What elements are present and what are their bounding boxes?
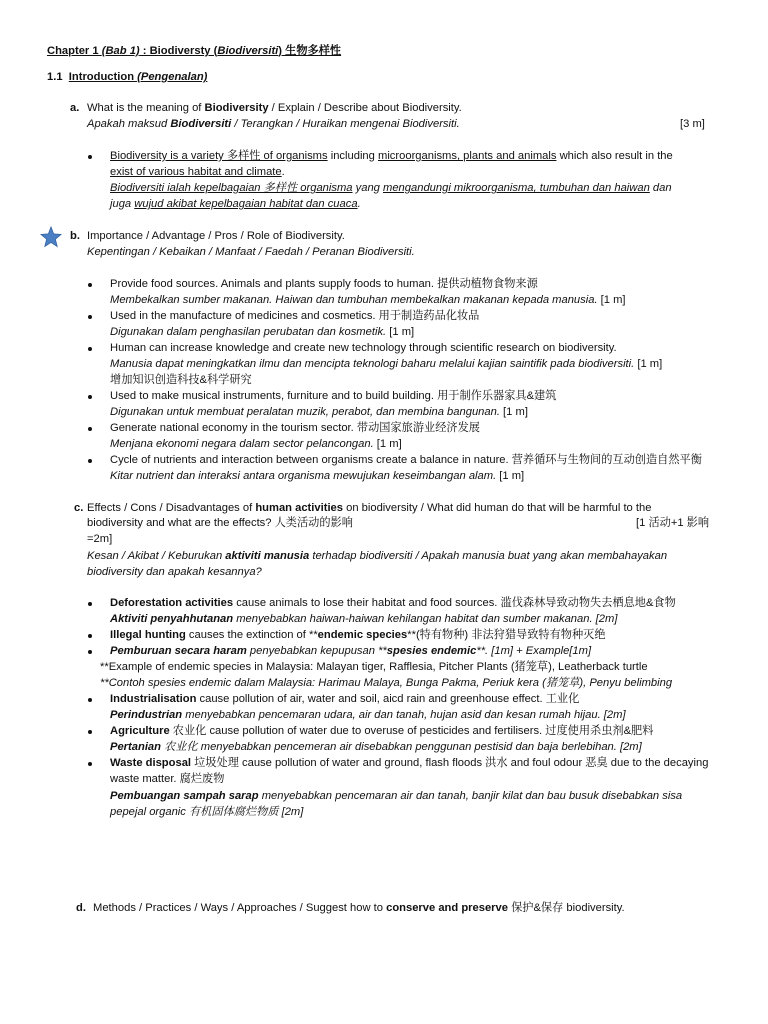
importance-item-ms xyxy=(110,469,524,484)
importance-item-ms xyxy=(110,405,528,420)
effect-line-ms xyxy=(110,740,642,755)
question-text-ms xyxy=(87,117,460,132)
importance-item-ms xyxy=(110,357,662,372)
chapter-title xyxy=(47,44,341,59)
marks-label: [1 活动+1 影响 xyxy=(636,517,710,529)
marks-label: [1 m] xyxy=(499,406,528,418)
text-run: Membekalkan sumber makanan. Haiwan dan tumbuhan membekalkan makanan kepada manusia. xyxy=(110,294,598,306)
question-text xyxy=(87,101,462,116)
marks-label: [1 m] xyxy=(597,294,626,306)
text-run: Manusia dapat meningkatkan ilmu dan mencipta teknologi baharu melalui kajian saintifik pada biodiversiti. xyxy=(110,358,635,370)
importance-item: Cycle of nutrients and interaction between organisms create a balance in nature. 营养循环与生物间的互动创造自然平衡 xyxy=(110,454,702,466)
text-run: / Explain / Describe about Biodiversity. xyxy=(268,102,462,114)
importance-item: Provide food sources. Animals and plants supply foods to human. 提供动植物食物来源 xyxy=(110,278,538,290)
text-run: penyebabkan kepupusan ** xyxy=(246,645,387,657)
example-note: **Example of endemic species in Malaysia: Malayan tiger, Rafflesia, Pitcher Plants (猪笼草), Leatherback turtle xyxy=(100,661,648,673)
bullet-dot xyxy=(88,698,92,702)
marks-label: [1 m] xyxy=(386,326,415,338)
importance-item-ms xyxy=(110,437,402,452)
text-run: wujud akibat kepelbagaian habitat dan cuaca xyxy=(134,198,358,210)
question-letter: b. xyxy=(70,230,80,242)
effect-line xyxy=(110,596,676,611)
bullet-dot xyxy=(88,155,92,159)
text-run: Pembuangan sampah sarap xyxy=(110,790,259,802)
text-run: menyebabkan haiwan-haiwan kehilangan habitat dan sumber makanan. [2m] xyxy=(233,613,618,625)
text-run: Illegal hunting xyxy=(110,629,186,641)
answer-line xyxy=(110,149,673,164)
question-text: biodiversity and what are the effects? 人类活动的影响 xyxy=(87,517,353,529)
bullet-dot xyxy=(88,762,92,766)
text-run: / Terangkan / Huraikan mengenai Biodiversiti. xyxy=(231,118,460,130)
importance-item: Used in the manufacture of medicines and cosmetics. 用于制造药品化妆品 xyxy=(110,310,480,322)
section-number: 1.1 xyxy=(47,71,63,83)
text-run: Kitar nutrient dan interaksi antara organisma mewujukan keseimbangan alam. xyxy=(110,470,497,482)
effect-line xyxy=(110,628,606,643)
effect-line xyxy=(110,692,579,707)
text-run: . xyxy=(281,166,285,178)
text-run: **. [1m] + Example[1m] xyxy=(476,645,592,657)
effect-line-ms xyxy=(110,644,591,659)
text-run: Biodiversiti xyxy=(170,118,232,130)
text-run: . xyxy=(357,198,361,210)
text-run: terhadap biodiversiti / Apakah manusia buat yang akan membahayakan xyxy=(309,550,668,562)
effect-line-ms xyxy=(110,708,626,723)
text-run: Effects / Cons / Disadvantages of xyxy=(87,502,256,514)
bullet-dot xyxy=(88,459,92,463)
bullet-dot xyxy=(88,347,92,351)
text-run: cause animals to lose their habitat and food sources. 滥伐森林导致动物失去栖息地&食物 xyxy=(233,597,676,609)
star-icon xyxy=(40,226,62,248)
text-run: Industrialisation xyxy=(110,693,197,705)
marks-label: =2m] xyxy=(87,533,113,545)
chapter-title-part: ) 生物多样性 xyxy=(278,45,342,57)
effect-line-ms xyxy=(110,612,617,627)
text-run: Waste disposal xyxy=(110,757,192,769)
bullet-dot xyxy=(88,283,92,287)
text-run: 农业化 menyebabkan pencemeran air disebabkan penggunan pestisid dan baja berlebihan. [2m] xyxy=(160,741,642,753)
effect-line xyxy=(110,756,708,771)
text-run: on biodiversity / What did human do that will be harmful to the xyxy=(343,502,652,514)
text-run: conserve and preserve xyxy=(386,902,508,914)
text-run: spesies endemic xyxy=(386,645,477,657)
bullet-dot xyxy=(88,634,92,638)
question-text-ms: biodiversity dan apakah kesannya? xyxy=(87,566,262,578)
text-run: Biodiversity xyxy=(204,102,269,114)
answer-line-ms xyxy=(110,181,672,196)
section-title-ms: (Pengenalan) xyxy=(137,71,208,83)
text-run: 农业化 cause pollution of water due to overuse of pesticides and fertilisers. 过度使用杀虫剂&肥料 xyxy=(169,725,654,737)
text-run: What is the meaning of xyxy=(87,102,205,114)
text-run: menyebabkan pencemaran udara, air dan tanah, hujan asid dan kesan rumah hijau. [2m] xyxy=(182,709,626,721)
text-run: causes the extinction of ** xyxy=(185,629,318,641)
text-run: which also result in the xyxy=(556,150,673,162)
section-title-text: Introduction xyxy=(68,71,138,83)
question-letter: a. xyxy=(70,102,80,114)
text-run: dan xyxy=(649,182,672,194)
section-title xyxy=(69,71,208,83)
marks-label: [1 m] xyxy=(634,358,663,370)
importance-item-extra: 增加知识创造科技&科学研究 xyxy=(110,374,252,386)
bullet-dot xyxy=(88,602,92,606)
text-run: Aktiviti penyahhutanan xyxy=(110,613,234,625)
text-run: Biodiversity is a variety 多样性 of organisms xyxy=(110,150,328,162)
text-run: Pemburuan secara haram xyxy=(110,645,247,657)
effect-line-ms: pepejal organic 有机固体腐烂物质 [2m] xyxy=(110,806,304,818)
question-text: Importance / Advantage / Pros / Role of Biodiversity. xyxy=(87,230,345,242)
effect-line xyxy=(110,724,653,739)
text-run: Digunakan dalam penghasilan perubatan dan kosmetik. xyxy=(110,326,387,338)
bullet-dot xyxy=(88,650,92,654)
chapter-title-part: (Bab 1) xyxy=(101,45,140,57)
text-run: 垃圾处理 cause pollution of water and ground, flash floods 洪水 and foul odour 恶臭 due to the decaying xyxy=(191,757,709,769)
marks-label: [1 m] xyxy=(373,438,402,450)
bullet-dot xyxy=(88,427,92,431)
text-run: Menjana ekonomi negara dalam sector pelancongan. xyxy=(110,438,374,450)
importance-item-ms xyxy=(110,293,626,308)
effect-line-ms xyxy=(110,789,682,804)
text-run: menyebabkan pencemaran air dan tanah, banjir kilat dan bau busuk disebabkan sisa xyxy=(258,790,683,802)
question-text xyxy=(93,901,625,916)
question-text xyxy=(87,501,651,516)
text-run: 保护&保存 biodiversity. xyxy=(507,902,625,914)
question-text-ms xyxy=(87,549,667,564)
bullet-dot xyxy=(88,395,92,399)
text-run: Apakah maksud xyxy=(87,118,171,130)
chapter-title-part: Chapter 1 xyxy=(47,45,102,57)
importance-item: Used to make musical instruments, furniture and to build building. 用于制作乐器家具&建筑 xyxy=(110,390,557,402)
importance-item: Human can increase knowledge and create new technology through scientific research on biodiversity. xyxy=(110,342,617,354)
chapter-title-part: Biodiversiti xyxy=(217,45,279,57)
question-text-ms: Kepentingan / Kebaikan / Manfaat / Faedah / Peranan Biodiversiti. xyxy=(87,246,415,258)
text-run: Pertanian xyxy=(110,741,161,753)
text-run: Agriculture xyxy=(110,725,170,737)
text-run: juga xyxy=(110,198,135,210)
text-run: Deforestation activities xyxy=(110,597,234,609)
importance-item-ms xyxy=(110,325,414,340)
text-run: Perindustrian xyxy=(110,709,183,721)
text-run: human activities xyxy=(255,502,343,514)
effect-line: waste matter. 腐烂废物 xyxy=(110,773,225,785)
importance-item: Generate national economy in the tourism sector. 带动国家旅游业经济发展 xyxy=(110,422,480,434)
text-run: including xyxy=(327,150,378,162)
text-run: yang xyxy=(352,182,384,194)
marks-label: [3 m] xyxy=(680,118,705,130)
answer-line xyxy=(110,165,285,180)
text-run: Methods / Practices / Ways / Approaches / Suggest how to xyxy=(93,902,387,914)
bullet-dot xyxy=(88,315,92,319)
bullet-dot xyxy=(88,730,92,734)
section-heading xyxy=(47,70,207,85)
text-run: exist of various habitat and climate xyxy=(110,166,282,178)
text-run: Kesan / Akibat / Keburukan xyxy=(87,550,226,562)
answer-line-ms xyxy=(110,197,361,212)
text-run: mengandungi mikroorganisma, tumbuhan dan haiwan xyxy=(383,182,650,194)
text-run: microorganisms, plants and animals xyxy=(378,150,557,162)
text-run: endemic species xyxy=(317,629,408,641)
example-note-ms: **Contoh spesies endemic dalam Malaysia: Harimau Malaya, Bunga Pakma, Periuk kera (猪笼草), Penyu belimbing xyxy=(100,677,673,689)
chapter-title-part: : Biodiversty ( xyxy=(139,45,218,57)
text-run: Biodiversiti ialah kepelbagaian 多样性 organisma xyxy=(110,182,353,194)
question-letter: d. xyxy=(76,902,86,914)
text-run: Digunakan untuk membuat peralatan muzik, perabot, dan membina bangunan. xyxy=(110,406,500,418)
text-run: cause pollution of air, water and soil, aicd rain and greenhouse effect. 工业化 xyxy=(196,693,580,705)
text-run: aktiviti manusia xyxy=(225,550,310,562)
text-run: **(特有物种) 非法狩猎导致特有物种灭绝 xyxy=(407,629,606,641)
marks-label: [1 m] xyxy=(496,470,525,482)
question-letter: c. xyxy=(74,502,84,514)
